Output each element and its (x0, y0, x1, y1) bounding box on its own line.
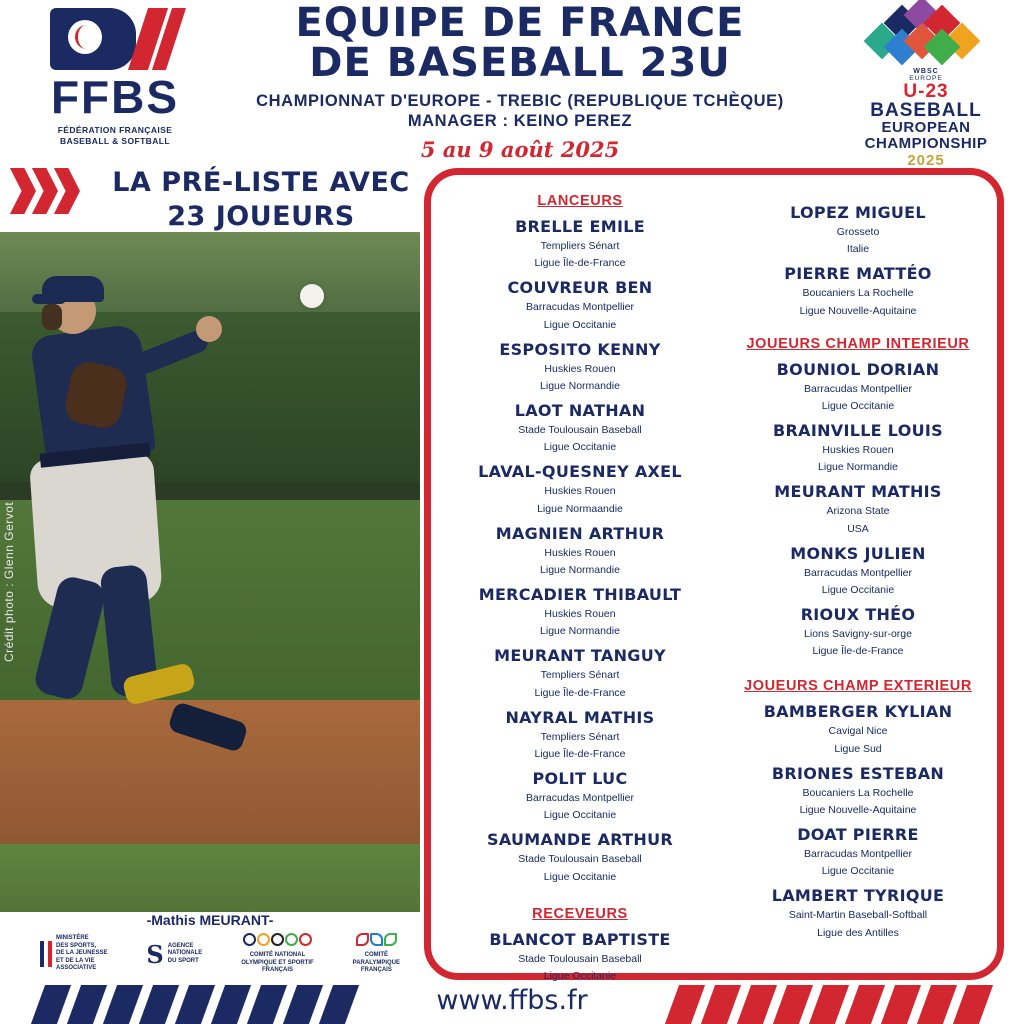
roster-entry (447, 769, 713, 822)
website-url[interactable]: www.ffbs.fr (362, 985, 662, 1016)
roster-section-header: JOUEURS CHAMP INTERIEUR (746, 335, 970, 352)
partner-logo-comite-paralympique (353, 933, 400, 975)
roster-section-header: JOUEURS CHAMP EXTERIEUR (744, 678, 972, 695)
olympic-rings-icon (243, 933, 312, 946)
player-league: Ligue Normaandie (537, 502, 623, 515)
player-name: COUVREUR BEN (507, 278, 653, 298)
player-name: MERCADIER THIBAULT (478, 585, 682, 605)
player-league: Ligue Occitanie (543, 969, 617, 982)
roster-entry (447, 585, 713, 638)
roster-entry (447, 278, 713, 331)
player-name: MEURANT TANGUY (494, 646, 666, 666)
roster-entry (725, 825, 991, 878)
event-dates: 5 au 9 août 2025 (420, 137, 620, 162)
player-name: DOAT PIERRE (797, 825, 919, 845)
preliste-headline (96, 166, 426, 234)
player-club: Huskies Rouen (544, 485, 616, 498)
player-club: Templiers Sénart (540, 730, 620, 743)
player-name: MONKS JULIEN (790, 543, 926, 563)
roster-column-left (441, 183, 719, 982)
player-league: Ligue Nouvelle-Aquitaine (799, 304, 917, 317)
player-club: Huskies Rouen (544, 608, 616, 621)
player-club: Huskies Rouen (544, 362, 616, 375)
photo-credit: Crédit photo : Glenn Gervot (2, 501, 16, 662)
player-name: MAGNIEN ARTHUR (495, 523, 665, 543)
partner-ministere-line4: ET DE LA VIE (56, 957, 95, 964)
partner-ministere-line1: MINISTÈRE (56, 935, 89, 942)
player-league: Ligue des Antilles (817, 926, 899, 939)
partner-cpsf-line3: FRANÇAIS (360, 967, 392, 974)
player-league: Ligue Normandie (540, 379, 620, 392)
partner-cnosf-line3: FRANÇAIS (261, 967, 293, 974)
player-club: Stade Toulousain Baseball (518, 853, 642, 866)
ffbs-federation-line (58, 125, 173, 148)
chevron-decoration (6, 168, 92, 214)
player-name: LAOT NATHAN (514, 401, 646, 421)
roster-entry (447, 401, 713, 454)
player-league: Ligue Occitanie (821, 865, 895, 878)
wbsc-region: EUROPE (909, 75, 943, 82)
partner-cnosf-line2: OLYMPIQUE ET SPORTIF (241, 959, 314, 966)
player-club: Grosseto (836, 226, 880, 238)
player-league: Ligue Occitanie (821, 583, 895, 596)
player-name: LAMBERT TYRIQUE (771, 886, 945, 906)
wbsc-u23: U-23 (903, 81, 949, 102)
wbsc-diamond-icon (851, 4, 1001, 66)
partner-ans-line1: AGENCE (167, 942, 194, 949)
partner-logo-ministere (40, 935, 107, 973)
roster-entry (725, 702, 991, 755)
player-club: Huskies Rouen (544, 546, 616, 559)
player-name: RIOUX THÉO (800, 605, 916, 625)
player-name: BOUNIOL DORIAN (776, 359, 940, 379)
player-club: Boucaniers La Rochelle (802, 786, 914, 799)
ans-monogram-icon: S (146, 939, 164, 969)
player-league: Ligue Normandie (818, 461, 898, 474)
roster-section-header: LANCEURS (537, 193, 623, 209)
wbsc-year: 2025 (907, 151, 945, 169)
event-subtitle: CHAMPIONNAT D'EUROPE - TREBIC (REPUBLIQUE TCHÈQUE) (256, 92, 784, 110)
player-name: ESPOSITO KENNY (499, 339, 661, 359)
roster-panel (424, 168, 1004, 980)
player-name: LOPEZ MIGUEL (790, 203, 926, 222)
wbsc-event-logo (846, 4, 1006, 169)
player-club: Lions Savigny-sur-orge (804, 628, 912, 641)
player-club: Barracudas Montpellier (526, 792, 634, 805)
partner-logos (40, 930, 400, 978)
roster-section-header: RECEVEURS (532, 905, 628, 922)
wbsc-championship: CHAMPIONSHIP (864, 134, 988, 152)
player-name: PIERRE MATTÉO (784, 264, 932, 284)
player-club: Barracudas Montpellier (804, 848, 912, 861)
roster-entry (447, 524, 713, 577)
partner-cnosf-line1: COMITÉ NATIONAL (249, 952, 306, 959)
player-league: Ligue Normandie (540, 625, 620, 638)
page-title-line2: DE BASEBALL 23U (309, 40, 731, 86)
roster-entry (447, 708, 713, 761)
player-name: BRAINVILLE LOUIS (773, 421, 943, 441)
player-league: Ligue Normandie (540, 563, 620, 576)
roster-entry (447, 646, 713, 699)
player-league: Ligue Occitanie (543, 809, 617, 822)
partner-ministere-line2: DES SPORTS, (56, 942, 97, 949)
player-photo (0, 232, 420, 912)
partner-ministere-line3: DE LA JEUNESSE (56, 950, 108, 957)
header-text-block (200, 2, 840, 162)
player-club: Arizona State (826, 505, 890, 518)
player-name: BAMBERGER KYLIAN (763, 702, 953, 722)
roster-column-right (719, 183, 997, 973)
player-league: Ligue Nouvelle-Aquitaine (799, 803, 917, 816)
paralympic-agitos-icon (356, 933, 397, 946)
preliste-line1: LA PRÉ-LISTE AVEC (112, 167, 410, 198)
player-club: Barracudas Montpellier (804, 566, 912, 579)
roster-entry (725, 605, 991, 658)
wbsc-baseball: BASEBALL (870, 100, 982, 121)
photo-caption: -Mathis MEURANT- (146, 912, 274, 928)
player-name: SAUMANDE ARTHUR (487, 830, 673, 850)
player-name: BRELLE EMILE (515, 217, 645, 236)
ffbs-federation-line2: BASEBALL & SOFTBALL (60, 136, 170, 147)
wbsc-european: EUROPEAN (881, 119, 971, 136)
ffbs-acronym: FFBS (50, 71, 180, 123)
wbsc-label: WBSC (913, 68, 939, 75)
player-league: Ligue Occitanie (543, 870, 617, 883)
player-name: BLANCOT BAPTISTE (489, 929, 671, 949)
player-league: USA (847, 522, 869, 535)
player-club: Barracudas Montpellier (804, 382, 912, 395)
ffbs-emblem-icon (50, 8, 180, 70)
player-club: Templiers Sénart (540, 669, 620, 682)
preliste-line2: 23 JOUEURS (167, 200, 355, 232)
roster-entry (725, 264, 991, 317)
page-title-line1: EQUIPE DE FRANCE (295, 0, 745, 46)
roster-entry (725, 360, 991, 413)
partner-ans-line3: DU SPORT (167, 957, 199, 964)
roster-entry (725, 482, 991, 535)
player-club: Saint-Martin Baseball-Softball (788, 909, 928, 922)
partner-cpsf-line1: COMITÉ (364, 952, 388, 959)
ffbs-logo (20, 6, 210, 156)
player-club: Cavigal Nice (828, 725, 888, 738)
player-league: Ligue Île-de-France (812, 645, 904, 658)
player-club: Templiers Sénart (540, 240, 620, 252)
player-club: Huskies Rouen (822, 444, 894, 457)
roster-entry (447, 217, 713, 270)
ffbs-federation-line1: FÉDÉRATION FRANÇAISE (57, 125, 173, 135)
partner-ministere-line5: ASSOCIATIVE (56, 965, 97, 972)
player-league: Italie (846, 243, 870, 256)
player-league: Ligue Occitanie (543, 441, 617, 454)
roster-entry (447, 830, 713, 883)
roster-entry (725, 421, 991, 474)
photo-player-figure (20, 260, 310, 900)
player-league: Ligue Île-de-France (534, 686, 626, 699)
player-club: Stade Toulousain Baseball (518, 424, 642, 437)
header (0, 0, 1024, 169)
partner-logo-agence-nationale-du-sport (146, 940, 202, 969)
player-club: Barracudas Montpellier (526, 301, 634, 314)
player-name: BRIONES ESTEBAN (771, 763, 945, 783)
player-league: Ligue Occitanie (821, 399, 895, 412)
roster-entry (725, 203, 991, 256)
player-name: LAVAL-QUESNEY AXEL (478, 462, 682, 482)
player-league: Ligue Sud (834, 742, 882, 755)
player-club: Boucaniers La Rochelle (802, 287, 914, 300)
roster-entry (447, 930, 713, 983)
player-league: Ligue Île-de-France (534, 747, 626, 760)
manager-line: MANAGER : KEINO PEREZ (407, 112, 633, 130)
baseball-icon (300, 284, 324, 308)
roster-entry (725, 764, 991, 817)
player-league: Ligue Île-de-France (534, 257, 626, 270)
player-name: POLIT LUC (532, 769, 628, 789)
roster-entry (447, 340, 713, 393)
player-league: Ligue Occitanie (543, 318, 617, 331)
player-name: MEURANT MATHIS (774, 482, 942, 502)
partner-cpsf-line2: PARALYMPIQUE (352, 959, 400, 966)
roster-entry (447, 462, 713, 515)
player-name: NAYRAL MATHIS (505, 707, 655, 727)
partner-logo-comite-olympique (241, 933, 313, 975)
partner-ans-line2: NATIONALE (167, 950, 203, 957)
roster-entry (725, 544, 991, 597)
roster-entry (725, 886, 991, 939)
player-club: Stade Toulousain Baseball (518, 952, 642, 965)
